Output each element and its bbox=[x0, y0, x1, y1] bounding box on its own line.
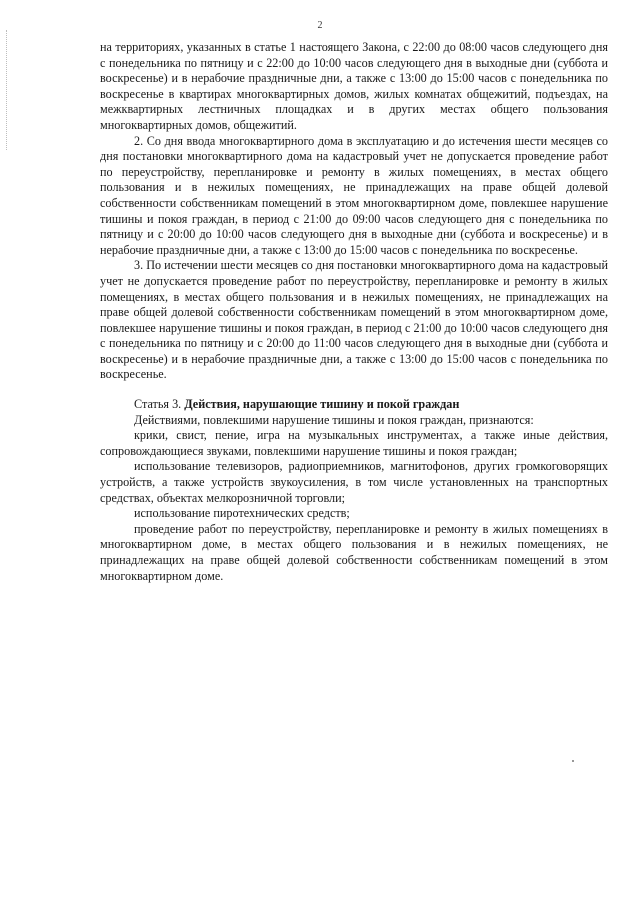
article-3-item-2: использование телевизоров, радиоприемников, магнитофонов, других громкоговорящих устройств, а также устройств звукоусиления, в том числе установленных на транспортных средствах, объектах мелкорозничной торговли; bbox=[100, 459, 608, 505]
article-3-item-3: использование пиротехнических средств; bbox=[134, 506, 350, 521]
paragraph-continuation: на территориях, указанных в статье 1 настоящего Закона, с 22:00 до 08:00 часов следующего дня с понедельника по пятницу и с 22:00 до 10:00 часов следующего дня в выходные дни (суббота и воскресенье) и в нерабочие праздничные дни, а также с 13:00 до 15:00 часов с понедельника по воскресенье в квартирах многоквартирных домов, жилых комнатах общежитий, подъездах, на межквартирных лестничных площадках и в других местах общего пользования многоквартирных домов, общежитий. bbox=[100, 40, 608, 132]
paragraph-3: 3. По истечении шести месяцев со дня постановки многоквартирного дома на кадастровый учет не допускается проведение работ по переустройству, перепланировке и ремонту в жилых помещениях, в местах общего пользования и в нежилых помещениях, не принадлежащих на праве общей долевой собственности собственникам помещений в этом многоквартирном доме, повлекшее нарушение тишины и покоя граждан, в период с 21:00 до 10:00 часов следующего дня с понедельника по пятницу и с 20:00 до 11:00 часов следующего дня в выходные дни (суббота и воскресенье) и в нерабочие праздничные дни, а также с 13:00 до 15:00 часов с понедельника по воскресенье. bbox=[100, 258, 609, 382]
paragraph-2: 2. Со дня ввода многоквартирного дома в эксплуатацию и до истечения шести месяцев со дня постановки многоквартирного дома на кадастровый учет не допускается проведение работ по переустройству, перепланировке и ремонту в жилых помещениях, в местах общего пользования и в нежилых помещениях, не принадлежащих на праве общей долевой собственности собственникам помещений в этом многоквартирном доме, повлекшее нарушение тишины и покоя граждан, в период с 21:00 до 09:00 часов следующего дня с понедельника по пятницу и с 20:00 до 10:00 часов следующего дня в выходные дни (суббота и воскресенье) и в нерабочие праздничные дни, а также с 13:00 до 15:00 часов с понедельника по воскресенье. bbox=[100, 133, 608, 257]
article-3-heading bbox=[100, 397, 608, 413]
article-3-title: Действия, нарушающие тишину и покой граждан bbox=[184, 397, 460, 412]
article-3-prefix: Статья 3. bbox=[134, 397, 182, 412]
document-body bbox=[100, 40, 608, 584]
scan-margin-marks bbox=[6, 30, 9, 150]
scan-speck bbox=[572, 760, 574, 762]
article-3-intro: Действиями, повлекшими нарушение тишины и покоя граждан, признаются: bbox=[134, 412, 534, 427]
article-3-item-1: крики, свист, пение, игра на музыкальных инструментах, а также иные действия, сопровождающиеся звуками, повлекшими нарушение тишины и покоя граждан; bbox=[100, 428, 608, 458]
page-number: 2 bbox=[317, 20, 323, 31]
article-3-item-4: проведение работ по переустройству, перепланировке и ремонту в жилых помещениях в многоквартирном доме, в местах общего пользования и в нежилых помещениях, не принадлежащих на праве общей долевой собственности собственникам помещений в этом многоквартирном доме. bbox=[100, 521, 608, 583]
